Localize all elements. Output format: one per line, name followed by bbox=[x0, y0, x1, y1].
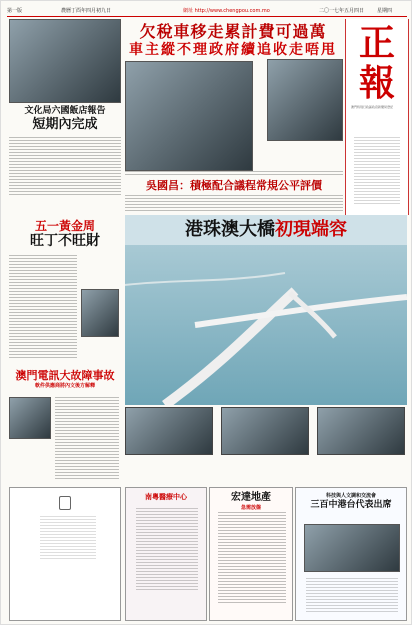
masthead-box bbox=[345, 19, 409, 215]
advertisement-4-top: 科技與人文調和交流會 bbox=[325, 493, 376, 499]
bridge-title bbox=[125, 215, 407, 245]
left-middle-photo bbox=[81, 289, 119, 337]
main-headline: 欠稅車移走累計費可過萬 bbox=[139, 22, 327, 41]
advertisement-1-text bbox=[40, 516, 96, 560]
left-story-1: 五一黃金周 bbox=[34, 219, 95, 233]
advertisement-4-photo bbox=[304, 524, 400, 572]
advertisement-3-text bbox=[218, 512, 286, 604]
top-right-photo bbox=[267, 59, 343, 141]
left-story-4: 軟件供應商將內文後方解釋 bbox=[34, 383, 95, 389]
advertisement-2-title: 南粵醫療中心 bbox=[145, 492, 187, 501]
lunar-date: 農曆丁酉年四月初九日 bbox=[61, 8, 112, 14]
left-bottom-photo bbox=[9, 397, 51, 439]
bridge-feature bbox=[125, 215, 407, 405]
small-bridge-photos bbox=[125, 407, 407, 479]
main-subheadline: 車主縱不理政府續追收走唔甩 bbox=[129, 42, 337, 58]
top-bar bbox=[7, 6, 407, 17]
left-title-2: 短期內完成 bbox=[32, 117, 98, 132]
left-story-2: 旺丁不旺財 bbox=[30, 233, 100, 249]
advertisement-1 bbox=[9, 487, 121, 621]
left-column-top bbox=[9, 105, 121, 132]
separator bbox=[125, 171, 343, 175]
bridge-photo-3 bbox=[317, 407, 405, 455]
bridge-illustration bbox=[125, 245, 407, 405]
bridge-title-black: 港珠澳大橋 bbox=[185, 219, 275, 240]
middle-headline: 吳國昌：積極配合議程常規公平評價 bbox=[146, 179, 322, 192]
left-article-text bbox=[9, 137, 121, 195]
advertisement-3-subtitle: 急需放盤 bbox=[240, 505, 261, 511]
weekday: 星期四 bbox=[377, 8, 393, 14]
page-number: 第一版 bbox=[7, 8, 23, 14]
advertisement-4 bbox=[295, 487, 407, 621]
advertisement-4-text bbox=[306, 578, 398, 612]
middle-article-text bbox=[125, 195, 343, 213]
advertisement-4-title: 三百中港台代表出席 bbox=[310, 500, 392, 510]
left-title-1: 文化局六國飯店報告 bbox=[24, 106, 106, 116]
left-column-bottom bbox=[9, 369, 121, 390]
masthead-subtitle: 澳門特別行政區政府新聞局登記 bbox=[351, 105, 394, 109]
advertisement-3 bbox=[209, 487, 293, 621]
left-bottom-text bbox=[55, 397, 119, 481]
middle-news-photo bbox=[125, 61, 253, 171]
top-left-photo bbox=[9, 19, 121, 103]
advertisement-2 bbox=[125, 487, 207, 621]
bridge-photo-1 bbox=[125, 407, 213, 455]
website-link[interactable]: 網址 http://www.chengpou.com.mo bbox=[183, 8, 270, 14]
advertisement-2-text bbox=[136, 508, 198, 590]
bridge-photo-2 bbox=[221, 407, 309, 455]
masthead-info-text bbox=[354, 137, 400, 205]
emblem-icon bbox=[59, 496, 71, 510]
left-middle-text bbox=[9, 255, 77, 359]
masthead-logo: 正報 bbox=[358, 22, 395, 104]
bridge-title-red: 初現端容 bbox=[275, 219, 347, 240]
left-column-middle bbox=[9, 219, 121, 249]
date-right: 二〇一七年五月四日 bbox=[319, 8, 365, 14]
advertisement-3-title: 宏達地產 bbox=[231, 492, 271, 503]
left-story-3: 澳門電訊大故障事故 bbox=[15, 369, 115, 382]
